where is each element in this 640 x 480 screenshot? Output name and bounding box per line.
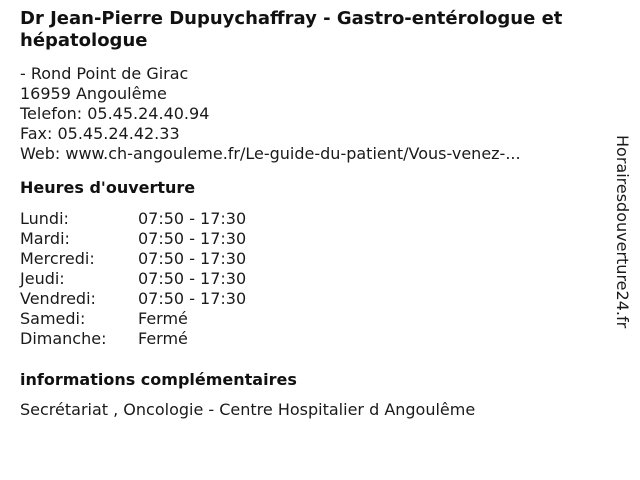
hours-row-sunday — [20, 329, 612, 349]
hours-day: Mardi: — [20, 229, 70, 248]
hours-day: Mercredi: — [20, 249, 95, 268]
website-link[interactable]: Web: www.ch-angouleme.fr/Le-guide-du-patient/Vous-venez-... — [20, 144, 521, 163]
opening-hours-heading: Heures d'ouverture — [20, 178, 196, 197]
hours-day: Samedi: — [20, 309, 86, 328]
address-block — [20, 64, 612, 164]
hours-time: Fermé — [138, 329, 188, 348]
hours-time: 07:50 - 17:30 — [138, 289, 247, 308]
hours-time: 07:50 - 17:30 — [138, 229, 247, 248]
opening-hours-table — [20, 209, 612, 349]
page-title: Dr Jean-Pierre Dupuychaffray - Gastro-entérologue et hépatologue — [20, 8, 563, 51]
hours-time: 07:50 - 17:30 — [138, 249, 247, 268]
additional-info-heading: informations complémentaires — [20, 370, 297, 389]
site-watermark: Horairesdouverture24.fr — [613, 135, 632, 329]
street-address: - Rond Point de Girac — [20, 64, 189, 83]
hours-row-saturday — [20, 309, 612, 329]
hours-time: Fermé — [138, 309, 188, 328]
phone-number: Telefon: 05.45.24.40.94 — [20, 104, 210, 123]
fax-number: Fax: 05.45.24.42.33 — [20, 124, 180, 143]
hours-row-monday — [20, 209, 612, 229]
hours-time: 07:50 - 17:30 — [138, 269, 247, 288]
additional-info-text: Secrétariat , Oncologie - Centre Hospitalier d Angoulême — [20, 400, 476, 419]
hours-time: 07:50 - 17:30 — [138, 209, 247, 228]
listing-page — [20, 8, 612, 420]
hours-row-friday — [20, 289, 612, 309]
hours-row-thursday — [20, 269, 612, 289]
hours-day: Dimanche: — [20, 329, 107, 348]
hours-row-tuesday — [20, 229, 612, 249]
hours-day: Lundi: — [20, 209, 69, 228]
city-postal: 16959 Angoulême — [20, 84, 167, 103]
hours-day: Jeudi: — [20, 269, 65, 288]
hours-row-wednesday — [20, 249, 612, 269]
hours-day: Vendredi: — [20, 289, 96, 308]
